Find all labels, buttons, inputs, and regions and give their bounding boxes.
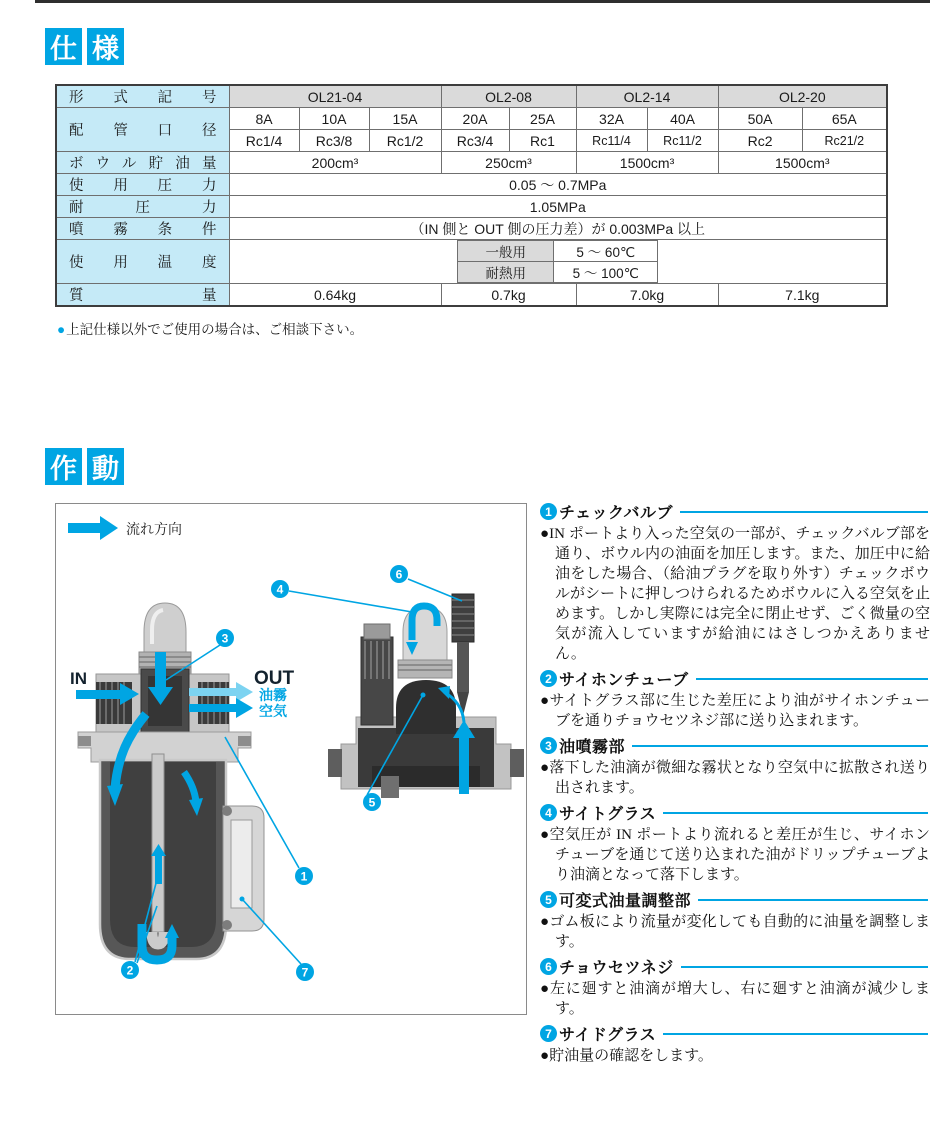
- thread-cell: Rc11/2: [647, 130, 718, 152]
- lubricator-cross-section-diagram: [56, 504, 526, 1014]
- spec-header-char-2: 様: [87, 28, 124, 65]
- proof-pressure-cell: 1.05MPa: [229, 196, 887, 218]
- temp-type-cell: 耐熱用: [458, 262, 554, 283]
- section-title: サイトグラス: [559, 806, 657, 823]
- main-lubricator-figure: [70, 603, 295, 960]
- thread-cell: Rc11/4: [576, 130, 647, 152]
- size-cell: 8A: [229, 108, 299, 130]
- size-cell: 20A: [441, 108, 509, 130]
- model-cell: OL2-08: [441, 85, 576, 108]
- temp-type-cell: 一般用: [458, 241, 554, 262]
- temperature-cell: [229, 240, 887, 284]
- table-row: [458, 241, 658, 262]
- mass-cell: 7.0kg: [576, 284, 718, 307]
- svg-text:7: 7: [301, 965, 309, 980]
- row-label-temperature: 使用温度: [56, 240, 229, 284]
- heading-rule: [680, 511, 928, 513]
- row-label-bowl: ボウル貯油量: [56, 152, 229, 174]
- section-heading: [540, 735, 930, 756]
- table-row: [458, 262, 658, 283]
- table-row: [56, 240, 887, 284]
- operation-section-side-glass: [540, 1023, 930, 1066]
- size-cell: 65A: [802, 108, 887, 130]
- svg-text:6: 6: [395, 567, 403, 582]
- size-cell: 40A: [647, 108, 718, 130]
- section-number-badge: 7: [540, 1025, 557, 1042]
- section-number-badge: 4: [540, 804, 557, 821]
- temp-range-cell: 5 〜 100℃: [554, 262, 658, 283]
- in-port-label: IN: [70, 669, 87, 688]
- row-label-bore: 配管口径: [56, 108, 229, 152]
- heading-rule: [696, 678, 928, 680]
- callout-7-badge: [296, 963, 314, 981]
- model-cell: OL2-14: [576, 85, 718, 108]
- size-cell: 15A: [369, 108, 441, 130]
- section-body: ●落下した油滴が微細な霧状となり空気中に拡散され送り出されます。: [540, 760, 930, 796]
- capacity-cell: 1500cm³: [576, 152, 718, 174]
- callout-1-badge: [295, 867, 313, 885]
- size-cell: 10A: [299, 108, 369, 130]
- temperature-subtable: [457, 240, 658, 283]
- section-body: ●空気圧が IN ポートより流れると差圧が生じ、サイホンチューブを通じて送り込まれた油がドリップチューブより油滴となって落下します。: [540, 827, 930, 883]
- thread-cell: Rc1: [509, 130, 576, 152]
- size-cell: 32A: [576, 108, 647, 130]
- operation-header-char-1: 作: [45, 448, 82, 485]
- operation-section-oil-spray: [540, 735, 930, 798]
- body-bullet: ●: [540, 693, 550, 709]
- row-label-model: 形式記号: [56, 85, 229, 108]
- flow-direction-label: 流れ方向: [126, 521, 182, 537]
- temp-range-cell: 5 〜 60℃: [554, 241, 658, 262]
- section-body: ●サイトグラス部に生じた差圧により油がサイホンチューブを通りチョウセツネジ部に送り込まれます。: [540, 693, 930, 729]
- size-cell: 50A: [718, 108, 802, 130]
- thread-cell: Rc21/2: [802, 130, 887, 152]
- table-row: [56, 218, 887, 240]
- section-heading: [540, 889, 930, 910]
- svg-text:1: 1: [300, 869, 308, 884]
- operation-section-oil-adjuster: [540, 889, 930, 952]
- section-heading: [540, 668, 930, 689]
- section-title: 油噴霧部: [559, 739, 626, 756]
- section-heading: [540, 501, 930, 522]
- thread-cell: Rc3/8: [299, 130, 369, 152]
- section-number-badge: 6: [540, 958, 557, 975]
- table-row: [56, 174, 887, 196]
- section-body: ●左に廻すと油滴が増大し、右に廻すと油滴が減少します。: [540, 981, 930, 1017]
- row-label-mass: 質量: [56, 284, 229, 307]
- model-cell: OL2-20: [718, 85, 887, 108]
- thread-cell: Rc3/4: [441, 130, 509, 152]
- working-pressure-cell: 0.05 〜 0.7MPa: [229, 174, 887, 196]
- callout-3-badge: [216, 629, 234, 647]
- spec-table: [55, 84, 888, 307]
- body-bullet: ●: [540, 526, 550, 542]
- capacity-cell: 200cm³: [229, 152, 441, 174]
- out-mist-label: 油霧: [259, 687, 287, 703]
- spec-header-char-1: 仕: [45, 28, 82, 65]
- heading-rule: [698, 899, 928, 901]
- out-air-label: 空気: [259, 703, 287, 719]
- spec-section-header: [45, 28, 124, 65]
- page-top-crop-strip: [35, 0, 930, 3]
- svg-text:5: 5: [368, 795, 376, 810]
- svg-text:2: 2: [126, 963, 134, 978]
- mass-cell: 0.64kg: [229, 284, 441, 307]
- thread-cell: Rc2: [718, 130, 802, 152]
- size-cell: 25A: [509, 108, 576, 130]
- callout-2-badge: [121, 961, 139, 979]
- thread-cell: Rc1/4: [229, 130, 299, 152]
- operation-section-header: [45, 448, 124, 485]
- model-cell: OL21-04: [229, 85, 441, 108]
- table-row: [56, 152, 887, 174]
- footnote-text: 上記仕様以外でご使用の場合は、ご相談下さい。: [66, 322, 364, 337]
- section-title: チョウセツネジ: [559, 960, 674, 977]
- heading-rule: [681, 966, 928, 968]
- section-number-badge: 3: [540, 737, 557, 754]
- callout-5-badge: [363, 793, 381, 811]
- table-row: [56, 284, 887, 307]
- operation-section-sight-glass: [540, 802, 930, 885]
- mass-cell: 7.1kg: [718, 284, 887, 307]
- mass-cell: 0.7kg: [441, 284, 576, 307]
- section-number-badge: 5: [540, 891, 557, 908]
- section-heading: [540, 1023, 930, 1044]
- flow-direction-arrow-icon: [68, 516, 182, 540]
- callout-6-badge: [390, 565, 408, 583]
- out-port-label: OUT: [254, 668, 295, 689]
- row-label-spray: 噴霧条件: [56, 218, 229, 240]
- table-row: [56, 196, 887, 218]
- section-title: チェックバルブ: [559, 505, 674, 522]
- heading-rule: [632, 745, 928, 747]
- row-label-working-pressure: 使用圧力: [56, 174, 229, 196]
- section-number-badge: 1: [540, 503, 557, 520]
- spec-footnote: [57, 318, 363, 338]
- operation-descriptions: [540, 500, 930, 1070]
- heading-rule: [663, 812, 928, 814]
- section-body: ●貯油量の確認をします。: [540, 1048, 713, 1064]
- svg-text:3: 3: [221, 631, 229, 646]
- operation-section-adjust-screw: [540, 956, 930, 1019]
- heading-rule: [663, 1033, 928, 1035]
- table-row: [56, 85, 887, 108]
- section-title: 可変式油量調整部: [559, 893, 692, 910]
- capacity-cell: 1500cm³: [718, 152, 887, 174]
- detail-head-figure: [328, 594, 524, 798]
- section-heading: [540, 956, 930, 977]
- section-body: ●ゴム板により流量が変化しても自動的に油量を調整します。: [540, 914, 930, 950]
- section-number-badge: 2: [540, 670, 557, 687]
- spray-condition-cell: （IN 側と OUT 側の圧力差）が 0.003MPa 以上: [229, 218, 887, 240]
- thread-cell: Rc1/2: [369, 130, 441, 152]
- footnote-bullet: ●: [57, 322, 66, 337]
- callout-4-badge: [271, 580, 289, 598]
- table-row: [56, 108, 887, 130]
- section-body: ●IN ポートより入った空気の一部が、チェックバルブ部を通り、ボウル内の油面を加圧します。また、加圧中に給油をした場合、（給油プラグを取り外す）チェックボウルがシートに押しつけられるためボウルに入る空気を止めます。しかし実際には完全に閉止せず、ごく微量の空気が流入していますが給油にはさしつかえありません。: [540, 526, 930, 662]
- body-bullet: ●: [540, 914, 550, 930]
- body-bullet: ●: [540, 981, 550, 997]
- operation-header-char-2: 動: [87, 448, 124, 485]
- section-title: サイホンチューブ: [559, 672, 689, 689]
- section-title: サイドグラス: [559, 1027, 657, 1044]
- row-label-proof-pressure: 耐圧力: [56, 196, 229, 218]
- section-heading: [540, 802, 930, 823]
- body-bullet: ●: [540, 1048, 550, 1064]
- operation-diagram: [55, 503, 527, 1015]
- capacity-cell: 250cm³: [441, 152, 576, 174]
- body-bullet: ●: [540, 827, 550, 843]
- svg-text:4: 4: [276, 582, 284, 597]
- body-bullet: ●: [540, 760, 550, 776]
- operation-section-check-valve: [540, 501, 930, 664]
- operation-section-siphon-tube: [540, 668, 930, 731]
